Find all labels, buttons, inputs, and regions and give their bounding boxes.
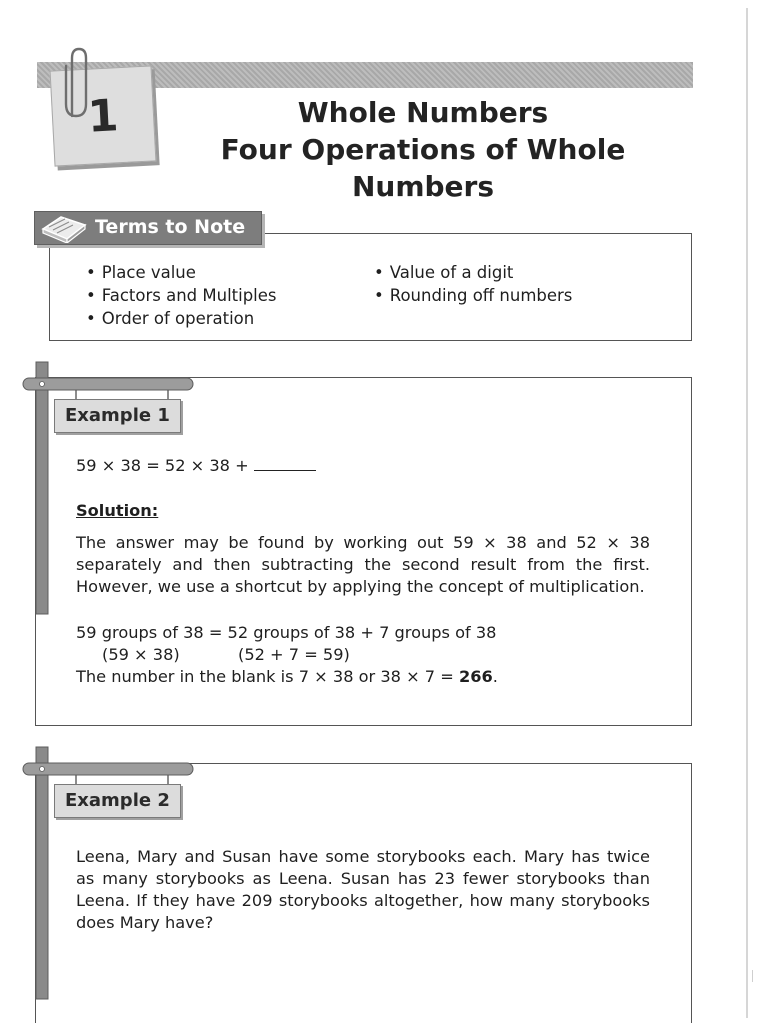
- example-1-question-text: 59 × 38 = 52 × 38 +: [76, 456, 249, 475]
- chapter-title-line-2: Four Operations of Whole: [220, 133, 626, 166]
- term-item: • Value of a digit: [374, 263, 513, 282]
- chapter-title: [180, 94, 666, 205]
- chapter-title-line-1: Whole Numbers: [297, 96, 549, 129]
- page-edge-mark: [752, 970, 753, 982]
- book-icon: [39, 213, 91, 243]
- example-2-question: Leena, Mary and Susan have some storybooks each. Mary has twice as many storybooks as Leena. Susan has 23 fewer storybooks than Leena. If they have 209 storybooks altogether, how many storybooks does Mary have?: [76, 847, 650, 932]
- answer-line: [76, 666, 498, 688]
- term-item: • Order of operation: [86, 309, 254, 328]
- term-item: • Rounding off numbers: [374, 286, 572, 305]
- term-item: • Place value: [86, 263, 196, 282]
- example-2-label: Example 2: [54, 784, 181, 818]
- answer-prefix: The number in the blank is 7 × 38 or 38 × 7 =: [76, 667, 454, 686]
- example-1-label: Example 1: [54, 399, 181, 433]
- solution-heading: Solution:: [76, 501, 159, 520]
- answer-blank: [254, 456, 316, 471]
- paperclip-icon: [58, 46, 88, 122]
- answer-suffix: .: [492, 667, 498, 686]
- page-edge-rule: [746, 8, 748, 1018]
- term-item: • Factors and Multiples: [86, 286, 277, 305]
- terms-banner: [34, 211, 262, 245]
- answer-value: 266: [458, 667, 493, 686]
- chapter-title-line-3: Numbers: [351, 170, 495, 203]
- example-1-question: [76, 455, 316, 477]
- chapter-number: 1: [86, 90, 120, 143]
- groups-equation: 59 groups of 38 = 52 groups of 38 + 7 groups of 38: [76, 623, 497, 642]
- solution-paragraph: The answer may be found by working out 59 × 38 and 52 × 38 separately and then subtracting the second result from the first. However, we use a shortcut by applying the concept of multiplication.: [76, 533, 650, 596]
- terms-heading: Terms to Note: [95, 216, 246, 238]
- groups-annotation-left: (59 × 38): [102, 645, 180, 664]
- groups-annotation-right: (52 + 7 = 59): [238, 645, 350, 664]
